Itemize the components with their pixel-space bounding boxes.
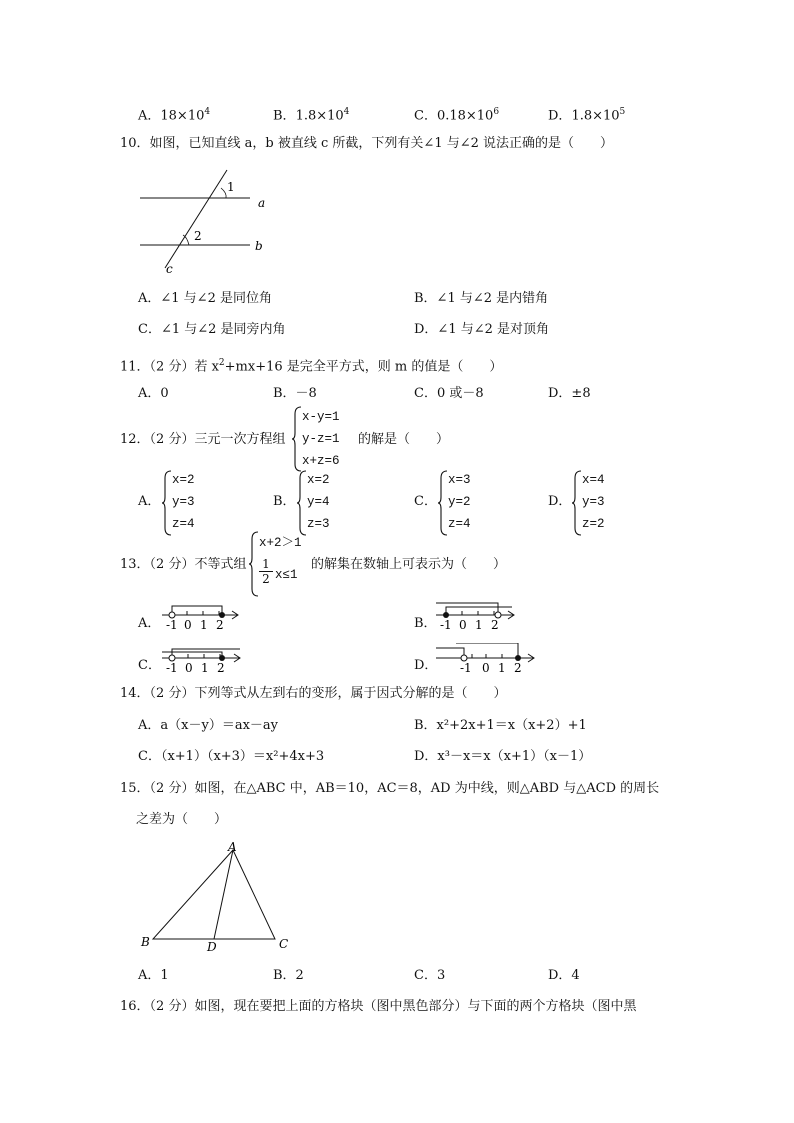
q14-stem: 14．（2 分）下列等式从左到右的变形，属于因式分解的是（ ） [120, 686, 507, 701]
label-a: a [258, 196, 266, 210]
q13-option-b-letter: B． [414, 616, 437, 631]
q13-option-c-numberline [160, 643, 250, 675]
eq: x=2 [172, 473, 195, 487]
q13-option-c-letter: C． [138, 658, 161, 673]
tick-label: 0 [482, 661, 490, 675]
eq: y=3 [172, 495, 195, 509]
q15-triangle-figure [135, 838, 305, 958]
tick-label: 1 [200, 618, 208, 632]
q11-option-b: B．－8 [273, 386, 317, 401]
eq: z=4 [448, 517, 471, 531]
q13-option-d-numberline [434, 643, 539, 675]
tick-label: -1 [166, 661, 178, 675]
tick-label: 0 [185, 661, 193, 675]
q12-eq2: y-z=1 [302, 432, 340, 446]
q11-option-d: D．±8 [548, 386, 591, 401]
q9-option-d: D．$1.8\times 10^5$ [548, 107, 626, 124]
eq: z=3 [307, 517, 330, 531]
tick-label: -1 [460, 661, 472, 675]
q15-option-c: C．3 [414, 968, 446, 983]
q13-option-a-numberline [160, 600, 250, 632]
tick-label: 0 [459, 618, 467, 632]
q12-prefix: 12．（2 分）三元一次方程组 [120, 432, 286, 447]
q16-stem: 16．（2 分）如图，现在要把上面的方格块（图中黑色部分）与下面的两个方格块（图中黑 [120, 999, 637, 1014]
q12-suffix: 的解是（ ） [358, 432, 450, 447]
q11-stem: 11．（2 分）若 $x^2+mx+16$ 是完全平方式，则 m 的值是（ ） [120, 358, 503, 375]
label-angle1: 1 [227, 180, 235, 194]
q14-option-b: B．x²+2x+1＝x（x+2）+1 [414, 718, 587, 733]
eq: y=4 [307, 495, 330, 509]
triangle-abc [153, 850, 275, 939]
fraction-denominator: 2 [259, 571, 273, 586]
eq: x=3 [448, 473, 471, 487]
eq: x=2 [307, 473, 330, 487]
q15-stem-line2: 之差为（ ） [136, 812, 228, 827]
angle2-arc [183, 235, 189, 245]
q13-ineq2-rest: x≤1 [275, 568, 298, 582]
q13-ineq1: x+2＞1 [259, 536, 302, 550]
q15-option-b: B．2 [273, 968, 304, 983]
q14-option-c: C．（x+1）（x+3）＝x²+4x+3 [138, 749, 325, 764]
label-d: D [207, 940, 217, 954]
q13-suffix: 的解集在数轴上可表示为（ ） [311, 557, 507, 572]
q15-stem-line1: 15．（2 分）如图，在△ABC 中，AB＝10，AC＝8，AD 为中线，则△ABD 与△ACD 的周长 [120, 781, 660, 796]
q13-option-b-numberline [434, 600, 524, 632]
q13-option-d-letter: D． [414, 658, 438, 673]
tick-label: 1 [475, 618, 483, 632]
q14-option-d: D．x³－x＝x（x+1）（x－1） [414, 749, 592, 764]
q10-option-d: D．∠1 与∠2 是对顶角 [414, 322, 550, 337]
tick-label: 2 [216, 618, 224, 632]
q13-brace [249, 531, 259, 597]
eq: z=4 [172, 517, 195, 531]
tick-label: 2 [491, 618, 499, 632]
q10-option-c: C．∠1 与∠2 是同旁内角 [138, 322, 286, 337]
q12-option-d-brace [572, 470, 582, 536]
q10-stem: 10．如图，已知直线 a，b 被直线 c 所截，下列有关∠1 与∠2 说法正确的是（ ） [120, 136, 614, 151]
tick-label: 2 [217, 661, 225, 675]
q12-option-a-brace [162, 470, 172, 536]
q12-option-b-brace [297, 470, 307, 536]
label-b: B [141, 935, 150, 949]
eq: y=3 [582, 495, 605, 509]
q9-option-b: B．$1.8\times 10^4$ [273, 107, 350, 124]
q13-option-a-letter: A． [138, 616, 161, 631]
q12-option-c-eqs [448, 469, 471, 535]
q12-system [302, 406, 340, 472]
label-angle2: 2 [194, 229, 202, 243]
eq: y=2 [448, 495, 471, 509]
label-b: b [255, 239, 263, 253]
q11-option-c: C．0 或－8 [414, 386, 484, 401]
label-c: c [166, 262, 173, 276]
q13-fraction [259, 557, 273, 586]
q14-option-a: A．a（x－y）＝ax－ay [138, 718, 278, 733]
q13-prefix: 13．（2 分）不等式组 [120, 557, 247, 572]
q15-option-d: D．4 [548, 968, 580, 983]
median-ad [214, 850, 233, 939]
q12-option-a-eqs [172, 469, 195, 535]
label-a: A [228, 840, 237, 854]
tick-label: 2 [514, 661, 522, 675]
line-c [165, 170, 227, 268]
q15-option-a: A．1 [138, 968, 169, 983]
q12-option-c-letter: C． [414, 494, 437, 509]
tick-label: -1 [166, 618, 178, 632]
tick-label: 0 [184, 618, 192, 632]
q11-option-a: A．0 [138, 386, 169, 401]
eq: x=4 [582, 473, 605, 487]
q12-option-b-letter: B． [273, 494, 296, 509]
label-c: C [279, 937, 289, 951]
q12-option-a-letter: A． [138, 494, 161, 509]
q10-option-a: A．∠1 与∠2 是同位角 [138, 291, 272, 306]
q12-option-c-brace [438, 470, 448, 536]
q9-option-a: A．$18\times 10^4$ [138, 107, 211, 124]
q10-option-b: B．∠1 与∠2 是内错角 [414, 291, 549, 306]
q12-option-b-eqs [307, 469, 330, 535]
tick-label: 1 [498, 661, 506, 675]
tick-label: -1 [440, 618, 452, 632]
angle1-arc [221, 188, 226, 198]
q9-option-c: C．$0.18\times 10^6$ [414, 107, 500, 124]
q12-brace [292, 406, 302, 472]
q12-option-d-eqs [582, 469, 605, 535]
fraction-numerator: 1 [262, 557, 270, 571]
eq: z=2 [582, 517, 605, 531]
tick-label: 1 [201, 661, 209, 675]
q12-eq1: x-y=1 [302, 410, 340, 424]
q12-option-d-letter: D． [548, 494, 572, 509]
q10-figure [130, 165, 280, 280]
q12-eq3: x+z=6 [302, 454, 340, 468]
